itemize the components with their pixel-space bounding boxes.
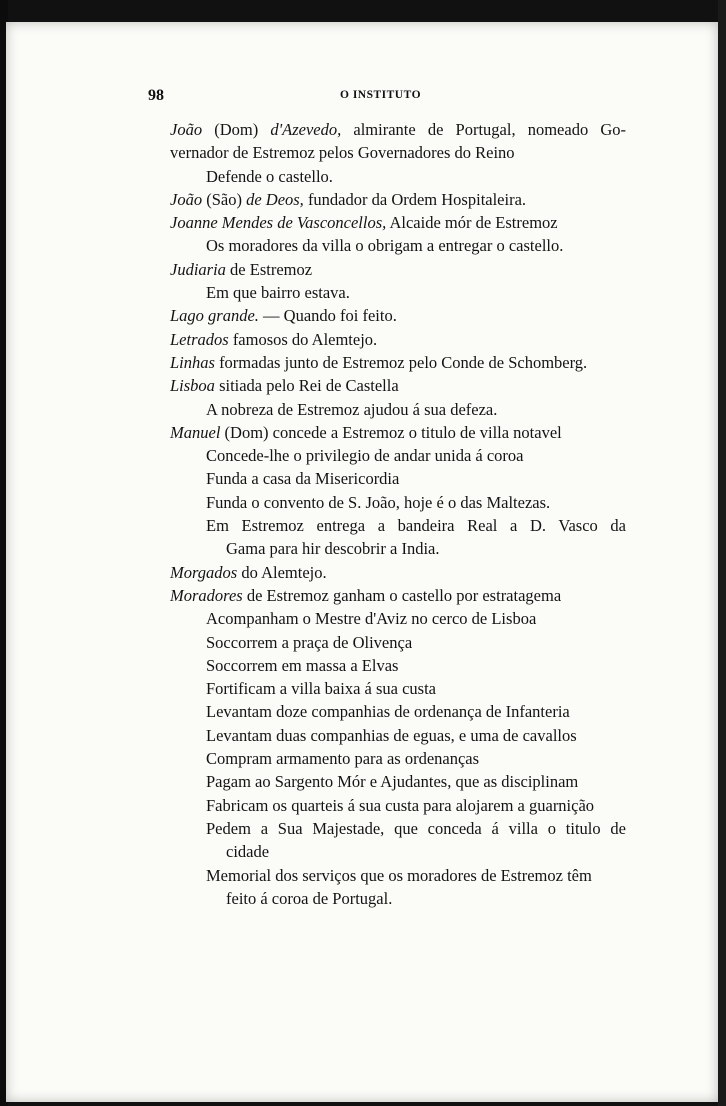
entry-term: Morgados bbox=[170, 562, 238, 582]
page-header bbox=[148, 87, 628, 109]
entry-text: Memorial dos serviços que os moradores de Estremoz têm bbox=[206, 865, 592, 885]
entry-text: de Estremoz ganham o castello por estratagema bbox=[242, 585, 562, 605]
entry-text: Os moradores da villa o obrigam a entregar o castello. bbox=[206, 236, 564, 256]
entry-term: Letrados bbox=[170, 329, 229, 349]
index-entries bbox=[170, 118, 626, 910]
index-entry bbox=[170, 304, 626, 327]
sub-entry bbox=[170, 281, 626, 304]
sub-entry bbox=[170, 398, 626, 421]
entry-term: João bbox=[170, 120, 203, 139]
entry-text: cidade bbox=[226, 842, 270, 862]
entry-text: (Dom) concede a Estremoz o titulo de villa notavel bbox=[220, 422, 562, 442]
entry-text: (São) bbox=[202, 189, 247, 209]
entry-text: Concede-lhe o privilegio de andar unida á coroa bbox=[206, 446, 524, 466]
entry-term: de Deos, bbox=[246, 189, 304, 209]
entry-text: Soccorrem a praça de Olivença bbox=[206, 632, 413, 652]
entry-text: fundador da Ordem Hospitaleira. bbox=[303, 189, 527, 209]
entry-text: Levantam duas companhias de eguas, e uma de cavallos bbox=[206, 725, 577, 745]
sub-entry bbox=[170, 444, 626, 467]
entry-text: de Estremoz bbox=[225, 259, 313, 279]
running-title: O INSTITUTO bbox=[340, 89, 422, 101]
scan-right-edge bbox=[718, 0, 726, 1106]
entry-text: do Alemtejo. bbox=[237, 562, 327, 582]
index-entry bbox=[170, 141, 626, 164]
entry-text: sitiada pelo Rei de Castella bbox=[214, 376, 399, 396]
index-entry bbox=[170, 188, 626, 211]
sub-entry bbox=[170, 491, 626, 514]
entry-term: Moradores bbox=[170, 585, 243, 605]
entry-term: Lisboa bbox=[170, 376, 215, 396]
entry-text: Em Estremoz entrega a bandeira Real a D. Vasco da bbox=[206, 516, 626, 536]
entry-term: Joanne Mendes de Vasconcellos, bbox=[170, 213, 387, 233]
sub-entry bbox=[170, 747, 626, 770]
sub-entry bbox=[170, 654, 626, 677]
sub-entry bbox=[170, 700, 626, 723]
entry-term: Linhas bbox=[170, 352, 215, 372]
entry-text: — Quando foi feito. bbox=[258, 306, 397, 326]
index-entry bbox=[170, 374, 626, 397]
entry-text: Pedem a Sua Majestade, que conceda á villa o titulo de bbox=[206, 818, 626, 838]
entry-text: A nobreza de Estremoz ajudou á sua defeza. bbox=[206, 399, 498, 419]
sub-entry bbox=[170, 724, 626, 747]
index-entry bbox=[170, 351, 626, 374]
entry-text: Pagam ao Sargento Mór e Ajudantes, que as disciplinam bbox=[206, 772, 579, 792]
entry-text: feito á coroa de Portugal. bbox=[226, 888, 393, 908]
sub-entry bbox=[170, 514, 626, 537]
entry-text: famosos do Alemtejo. bbox=[228, 329, 378, 349]
sub-entry bbox=[170, 677, 626, 700]
entry-term: João bbox=[170, 189, 203, 209]
entry-text: Fortificam a villa baixa á sua custa bbox=[206, 679, 437, 699]
entry-text: Em que bairro estava. bbox=[206, 283, 350, 303]
sub-entry bbox=[170, 794, 626, 817]
entry-text: vernador de Estremoz pelos Governadores do Reino bbox=[170, 143, 515, 163]
entry-text: Funda a casa da Misericordia bbox=[206, 469, 400, 489]
sub-entry-continuation bbox=[170, 887, 626, 910]
index-entry bbox=[170, 118, 626, 141]
entry-text: Levantam doze companhias de ordenança de Infanteria bbox=[206, 702, 570, 722]
index-entry bbox=[170, 328, 626, 351]
entry-text: Fabricam os quarteis á sua custa para alojarem a guarnição bbox=[206, 795, 595, 815]
sub-entry bbox=[170, 234, 626, 257]
entry-term: Lago grande. bbox=[170, 306, 259, 326]
sub-entry-continuation bbox=[170, 537, 626, 560]
index-entry bbox=[170, 258, 626, 281]
entry-text: formadas junto de Estremoz pelo Conde de Schomberg. bbox=[214, 352, 588, 372]
sub-entry bbox=[170, 770, 626, 793]
sub-entry-continuation bbox=[170, 840, 626, 863]
entry-text: Acompanham o Mestre d'Aviz no cerco de Lisboa bbox=[206, 609, 537, 629]
entry-text: Compram armamento para as ordenanças bbox=[206, 749, 480, 769]
sub-entry bbox=[170, 467, 626, 490]
entry-term: Judiaria bbox=[170, 259, 226, 279]
entry-term: d'Azevedo, bbox=[270, 120, 342, 139]
entry-text: (Dom) bbox=[202, 120, 271, 139]
entry-text: Soccorrem em massa a Elvas bbox=[206, 655, 399, 675]
index-entry bbox=[170, 211, 626, 234]
index-entry bbox=[170, 561, 626, 584]
entry-term: Manuel bbox=[170, 422, 221, 442]
entry-text: Gama para hir descobrir a India. bbox=[226, 539, 440, 559]
index-entry bbox=[170, 421, 626, 444]
page-number: 98 bbox=[148, 87, 164, 104]
sub-entry bbox=[170, 607, 626, 630]
sub-entry bbox=[170, 817, 626, 840]
entry-text: Defende o castello. bbox=[206, 166, 333, 186]
sub-entry bbox=[170, 864, 626, 887]
entry-text: Funda o convento de S. João, hoje é o das Maltezas. bbox=[206, 492, 551, 512]
index-entry bbox=[170, 584, 626, 607]
entry-text: almirante de Portugal, nomeado Go- bbox=[341, 120, 626, 139]
sub-entry bbox=[170, 631, 626, 654]
sub-entry bbox=[170, 165, 626, 188]
entry-text: Alcaide mór de Estremoz bbox=[386, 213, 558, 233]
